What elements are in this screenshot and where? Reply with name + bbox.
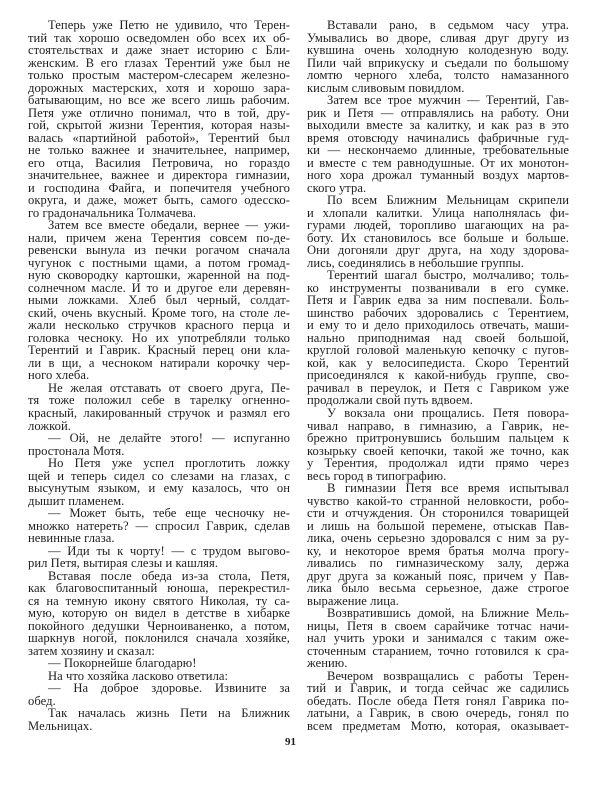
text-line: брежно притронувшись большим пальцем к bbox=[307, 431, 569, 446]
text-line: Терентий и Гаврик. Красный перец они кла- bbox=[28, 343, 290, 358]
text-line: Но Петя уже успел проглотить ложку bbox=[48, 456, 290, 471]
text-line: друг друга за кожаный пояс, причем у Пав- bbox=[307, 568, 569, 583]
text-line: ложкой. bbox=[28, 418, 71, 433]
paragraph bbox=[28, 19, 290, 219]
left-column bbox=[28, 19, 290, 732]
text-line: рил Петя, вытирая слезы и кашляя. bbox=[28, 556, 219, 571]
paragraph bbox=[28, 382, 290, 432]
text-line: — Покорнейше благодарю! bbox=[48, 656, 197, 671]
text-line: гурами людей, торопливо шагающих на ра- bbox=[307, 218, 569, 233]
paragraph bbox=[28, 507, 290, 545]
text-line: ревенски вынула из печки рогачом сначала bbox=[28, 243, 290, 258]
text-line: Затем все трое мужчин — Терентий, Гав- bbox=[327, 93, 569, 108]
paragraph bbox=[307, 670, 569, 733]
text-line: лика было весьма серьезное, даже строгое bbox=[307, 581, 569, 596]
text-line: Затем все вместе обедали, вернее — ужи- bbox=[48, 218, 290, 233]
text-line: и ему то и дело приходилось отвечать, маши- bbox=[307, 318, 569, 333]
text-line: щей и теперь сидел со слезами на глазах, с bbox=[28, 468, 290, 483]
paragraph bbox=[28, 657, 290, 670]
text-line: Пили чай вприкуску и съедали по большому bbox=[307, 55, 569, 70]
text-line: — Ой, не делайте этого! — испуганно bbox=[48, 431, 290, 446]
text-line: женским. В его глазах Терентий уже был не bbox=[28, 55, 290, 70]
text-line: дышит пламенем. bbox=[28, 493, 125, 508]
text-line: у Терентия, продолжал идти прямо через bbox=[307, 456, 569, 471]
text-line: кислым сливовым повидлом. bbox=[307, 80, 465, 95]
text-line: лика, очень серьезно здоровался с ним за ру- bbox=[307, 531, 569, 546]
text-line: ли в щи, а чесноком натирали корочку чер- bbox=[28, 355, 290, 370]
text-line: тя тоже положил себе в тарелку огненно- bbox=[28, 393, 290, 408]
text-line: круглой головой маленькую кепочку с пугов- bbox=[307, 343, 569, 358]
text-line: сточенным старанием, точно готовился к сра- bbox=[307, 643, 569, 658]
text-line: множко натереть? — спросил Гаврик, сделав bbox=[28, 518, 290, 533]
text-line: выходили вместе за калитку, и как раз в это bbox=[307, 118, 569, 133]
text-line: красный, лакированный стручок и размял его bbox=[28, 405, 290, 420]
text-line: высунутым языком, и ему казалось, что он bbox=[28, 481, 290, 496]
paragraph bbox=[307, 407, 569, 482]
text-line: Теперь уже Петю не удивило, что Терен- bbox=[48, 18, 290, 32]
text-line: всем предметам Мотю, которая, оказывает- bbox=[307, 718, 569, 733]
text-line: ский, очень вкусный. Кроме того, на столе ле- bbox=[28, 305, 290, 320]
text-line: Вставали рано, в седьмом часу утра. bbox=[327, 18, 569, 32]
text-line: ного хлеба. bbox=[28, 368, 90, 383]
text-line: ки — нескончаемо длинные, требовательные bbox=[307, 143, 569, 158]
text-line: затем хозяину и сказал: bbox=[28, 643, 155, 658]
text-line: покойного дедушки Черноиваненко, а потом, bbox=[28, 618, 290, 633]
text-line: ного хора дрожал туманный воздух мартов- bbox=[307, 168, 569, 183]
text-line: и вместе с тем равнодушные. От их монотон- bbox=[307, 155, 569, 170]
text-line: выражение лица. bbox=[307, 593, 399, 608]
paragraph bbox=[307, 194, 569, 269]
paragraph bbox=[28, 219, 290, 382]
text-line: лись, соединялись в небольшие группы. bbox=[307, 255, 525, 270]
text-line: мую, которую он видел в детстве в хибарке bbox=[28, 606, 290, 621]
text-line: нально приподнимая над своей большой, bbox=[307, 330, 569, 345]
text-line: По всем Ближним Мельницам скрипели bbox=[327, 193, 569, 208]
text-line: — Может быть, тебе еще чесночку не- bbox=[48, 506, 290, 521]
paragraph bbox=[307, 19, 569, 94]
text-line: как благовоспитанный юноша, перекрестил- bbox=[28, 581, 290, 596]
text-line: тий так хорошо осведомлен обо всех их об- bbox=[28, 30, 290, 45]
text-line: ко инструменты позванивали в его сумке. bbox=[307, 280, 569, 295]
text-line: Петя и Гаврик едва за ним поспевали. Боль- bbox=[307, 293, 569, 308]
text-line: чугунок с постными щами, а потом громад- bbox=[28, 255, 290, 270]
text-line: Возвратившись домой, на Ближние Мель- bbox=[327, 606, 569, 621]
text-line: Так началась жизнь Пети на Ближник bbox=[48, 706, 290, 721]
text-line: дорожных мастерских, хотя и хорошо зара- bbox=[28, 80, 290, 95]
text-line: ливались по гимназическому залу, держа bbox=[307, 556, 569, 571]
text-line: солнечном масле. И то и другое ели деревян- bbox=[28, 280, 290, 295]
text-line: жению. bbox=[307, 656, 348, 671]
text-line: жали несколько стручков красного перца и bbox=[28, 318, 290, 333]
text-line: латыни, а Гаврик, в свою очередь, гонял по bbox=[307, 706, 569, 721]
text-line: шинство рабочих здоровались с Терентием, bbox=[307, 305, 569, 320]
text-line: значительнее, важнее и директора гимназии, bbox=[28, 168, 290, 183]
text-line: головка чесноку. Но их употребляли только bbox=[28, 330, 290, 345]
text-line: В гимназии Петя все время испытывал bbox=[327, 481, 569, 496]
text-line: ся на темную икону святого Николая, ту са- bbox=[28, 593, 290, 608]
right-column bbox=[307, 19, 569, 732]
text-line: козырьку своей кепочки, такой же точно, как bbox=[307, 443, 569, 458]
text-line: — На доброе здоровье. Извините за bbox=[48, 681, 290, 696]
paragraph bbox=[28, 457, 290, 507]
text-line: — Иди ты к чорту! — с трудом выгово- bbox=[48, 543, 290, 558]
text-line: не только важнее и значительнее, например, bbox=[28, 143, 290, 158]
text-line: чувство какой-то странной неловкости, робо- bbox=[307, 493, 569, 508]
paragraph bbox=[28, 570, 290, 658]
text-line: весь город в типографию. bbox=[307, 468, 447, 483]
text-line: шаркнув ногой, поклонился сначала хозяйке, bbox=[28, 631, 290, 646]
text-line: Мельницах. bbox=[28, 718, 93, 733]
text-line: рачивал в переулок, и Петя с Гавриком уже bbox=[307, 380, 569, 395]
paragraph bbox=[307, 269, 569, 407]
text-line: нали, причем жена Терентия совсем по-де- bbox=[28, 230, 290, 245]
text-line: батывающим, но все же всего лишь рабочим. bbox=[28, 93, 290, 108]
text-line: тий и Гаврик, и тогда сейчас же садились bbox=[307, 681, 569, 696]
text-line: Терентий шагал быстро, молчаливо; толь- bbox=[327, 268, 569, 283]
text-line: продолжали свой путь вдвоем. bbox=[307, 393, 473, 408]
paragraph bbox=[28, 707, 290, 732]
paragraph bbox=[307, 607, 569, 670]
text-line: сти и отчуждения. Он сторонился товарищей bbox=[307, 506, 569, 521]
text-line: и господина Файга, и попечителя учебного bbox=[28, 180, 290, 195]
text-line: кувшина очень холодную колодезную воду. bbox=[307, 43, 569, 58]
paragraph bbox=[307, 482, 569, 607]
page-number: 91 bbox=[285, 736, 296, 748]
paragraph bbox=[307, 94, 569, 194]
text-line: невинные глаза. bbox=[28, 531, 115, 546]
text-line: только простым мастером-слесарем железно- bbox=[28, 68, 290, 83]
paragraph bbox=[28, 682, 290, 707]
text-line: ломтю черного хлеба, толсто намазанного bbox=[307, 68, 569, 83]
text-line: его отца, Василия Петровича, но гораздо bbox=[28, 155, 290, 170]
text-line: Они догоняли друг друга, на ходу здорова- bbox=[307, 243, 569, 258]
text-line: чивал направо, в гимназию, а Гаврик, не- bbox=[307, 418, 569, 433]
text-line: округа, и даже, может быть, самого одесско- bbox=[28, 193, 290, 208]
text-line: У вокзала они прощались. Петя повора- bbox=[327, 405, 569, 420]
text-line: стоятельствах и даже знает историю с Бли- bbox=[28, 43, 290, 58]
text-line: кой, как у велосипедиста. Скоро Терентий bbox=[307, 355, 569, 370]
text-line: боту. Их становилось все больше и больше. bbox=[307, 230, 569, 245]
text-line: ными ложками. Хлеб был черный, солдат- bbox=[28, 293, 290, 308]
paragraph bbox=[28, 432, 290, 457]
text-line: На что хозяйка ласково ответила: bbox=[48, 668, 229, 683]
text-line: ницы, Петя в своем сарайчике тотчас начи- bbox=[307, 618, 569, 633]
text-line: валась «партийной работой», Терентий был bbox=[28, 130, 290, 145]
text-line: простонала Мотя. bbox=[28, 443, 125, 458]
text-line: нал учить уроки и занимался с таким оже- bbox=[307, 631, 569, 646]
text-line: и лишь на большой перемене, отыскав Пав- bbox=[307, 518, 569, 533]
text-line: присоединялся к какой-нибудь группе, сво- bbox=[307, 368, 569, 383]
text-line: обед. bbox=[28, 693, 56, 708]
text-line: Петя уже отлично понимал, что в той, дру- bbox=[28, 105, 290, 120]
text-line: рик и Петя — отправлялись на работу. Они bbox=[307, 105, 569, 120]
text-line: и хлопали калитки. Улица наполнялась фи- bbox=[307, 205, 569, 220]
text-line: Вставая после обеда из-за стола, Петя, bbox=[48, 568, 290, 583]
text-line: ского утра. bbox=[307, 180, 367, 195]
text-line: время отовсюду начинались фабричные гуд- bbox=[307, 130, 569, 145]
text-line: гой, скрытой жизни Терентия, которая назы- bbox=[28, 118, 290, 133]
text-line: Не желая отставать от своего друга, Пе- bbox=[48, 380, 290, 395]
text-line: ку, и некоторое время братья молча прогу- bbox=[307, 543, 569, 558]
text-line: го градоначальника Толмачева. bbox=[28, 205, 197, 220]
text-line: Умывались во дворе, сливая друг другу из bbox=[307, 30, 569, 45]
paragraph bbox=[28, 545, 290, 570]
text-line: обедать. После обеда Петя гонял Гаврика по- bbox=[307, 693, 569, 708]
text-line: ную сковородку картошки, жаренной на под- bbox=[28, 268, 290, 283]
text-line: Вечером возвращались с работы Терен- bbox=[327, 668, 569, 683]
